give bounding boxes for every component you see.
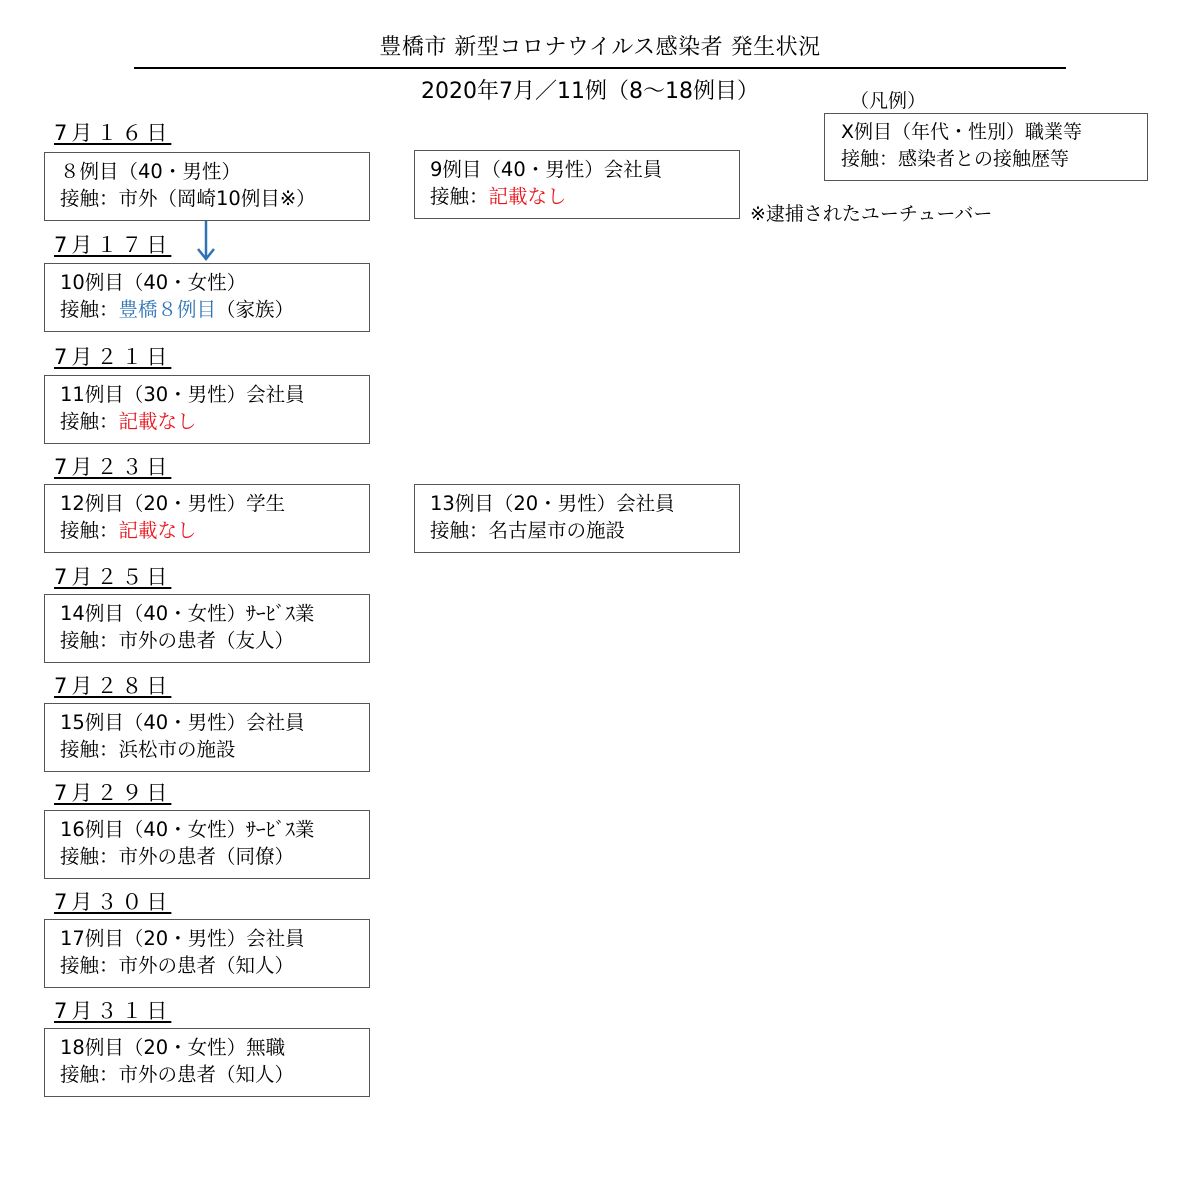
- case-title: 12例目（20・男性）学生: [60, 492, 286, 515]
- date-label: 7月２５日: [54, 565, 172, 589]
- legend-caption: （凡例）: [850, 90, 927, 112]
- contact-prefix: 接触：: [60, 519, 119, 542]
- contact-link-case-8: 豊橋８例目: [118, 298, 217, 321]
- case-title: 10例目（40・女性）: [60, 271, 247, 294]
- contact-value: 市外の患者（知人）: [118, 1063, 295, 1086]
- case-contact: [60, 1061, 369, 1088]
- contact-prefix: 接触：: [60, 298, 119, 321]
- contact-prefix: 接触：: [60, 954, 119, 977]
- contact-value: 浜松市の施設: [118, 738, 236, 761]
- case-title: 9例目（40・男性）会社員: [430, 158, 663, 181]
- case-title: 14例目（40・女性）ｻｰﾋﾞｽ業: [60, 602, 315, 625]
- footnote: ※逮捕されたユーチューバー: [750, 203, 993, 225]
- date-label: 7月１７日: [54, 233, 172, 257]
- case-box-15: [44, 703, 370, 772]
- contact-value: 市外（岡崎10例目※）: [118, 187, 316, 210]
- transmission-arrow-icon: [194, 219, 218, 265]
- contact-prefix: 接触：: [60, 187, 119, 210]
- case-box-8: [44, 152, 370, 221]
- case-title: 18例目（20・女性）無職: [60, 1036, 286, 1059]
- contact-value: 市外の患者（知人）: [118, 954, 295, 977]
- date-label: 7月３１日: [54, 999, 172, 1023]
- legend-line-1: X例目（年代・性別）職業等: [841, 121, 1083, 143]
- contact-value: 名古屋市の施設: [488, 519, 626, 542]
- case-contact: [60, 627, 369, 654]
- date-label: 7月３０日: [54, 890, 172, 914]
- case-title: 13例目（20・男性）会社員: [430, 492, 675, 515]
- case-title: 15例目（40・男性）会社員: [60, 711, 305, 734]
- case-box-11: [44, 375, 370, 444]
- title-divider: [134, 67, 1066, 69]
- contact-suffix: （家族）: [216, 298, 295, 321]
- date-label: 7月２３日: [54, 455, 172, 479]
- contact-prefix: 接触：: [60, 629, 119, 652]
- contact-prefix: 接触：: [60, 738, 119, 761]
- date-label: 7月２９日: [54, 781, 172, 805]
- case-title: 11例目（30・男性）会社員: [60, 383, 305, 406]
- case-box-16: [44, 810, 370, 879]
- contact-prefix: 接触：: [430, 519, 489, 542]
- contact-prefix: 接触：: [60, 845, 119, 868]
- contact-value-unknown: 記載なし: [118, 519, 197, 542]
- case-box-13: [414, 484, 740, 553]
- case-box-10: [44, 263, 370, 332]
- contact-value: 市外の患者（同僚）: [118, 845, 295, 868]
- legend-line-2: 接触：感染者との接触歴等: [841, 148, 1070, 170]
- case-title: 16例目（40・女性）ｻｰﾋﾞｽ業: [60, 818, 315, 841]
- case-box-14: [44, 594, 370, 663]
- contact-value: 市外の患者（友人）: [118, 629, 295, 652]
- contact-prefix: 接触：: [60, 1063, 119, 1086]
- contact-prefix: 接触：: [60, 410, 119, 433]
- case-contact: [60, 736, 369, 763]
- date-label: 7月１６日: [54, 121, 172, 145]
- date-label: 7月２１日: [54, 345, 172, 369]
- case-contact: [430, 183, 739, 210]
- legend-box: [824, 113, 1148, 181]
- contact-value-unknown: 記載なし: [488, 185, 567, 208]
- case-box-17: [44, 919, 370, 988]
- date-label: 7月２８日: [54, 674, 172, 698]
- case-title: ８例目（40・男性）: [60, 160, 241, 183]
- case-contact: [430, 517, 739, 544]
- case-contact: [60, 843, 369, 870]
- case-box-12: [44, 484, 370, 553]
- case-box-18: [44, 1028, 370, 1097]
- page-subtitle: 2020年7月／11例（8～18例目）: [421, 79, 759, 104]
- case-contact: [60, 517, 369, 544]
- page-title: 豊橋市 新型コロナウイルス感染者 発生状況: [379, 35, 821, 60]
- case-title: 17例目（20・男性）会社員: [60, 927, 305, 950]
- case-contact: [60, 952, 369, 979]
- case-contact: [60, 408, 369, 435]
- case-contact: [60, 185, 369, 212]
- contact-prefix: 接触：: [430, 185, 489, 208]
- contact-value-unknown: 記載なし: [118, 410, 197, 433]
- case-contact: [60, 296, 369, 323]
- case-box-9: [414, 150, 740, 219]
